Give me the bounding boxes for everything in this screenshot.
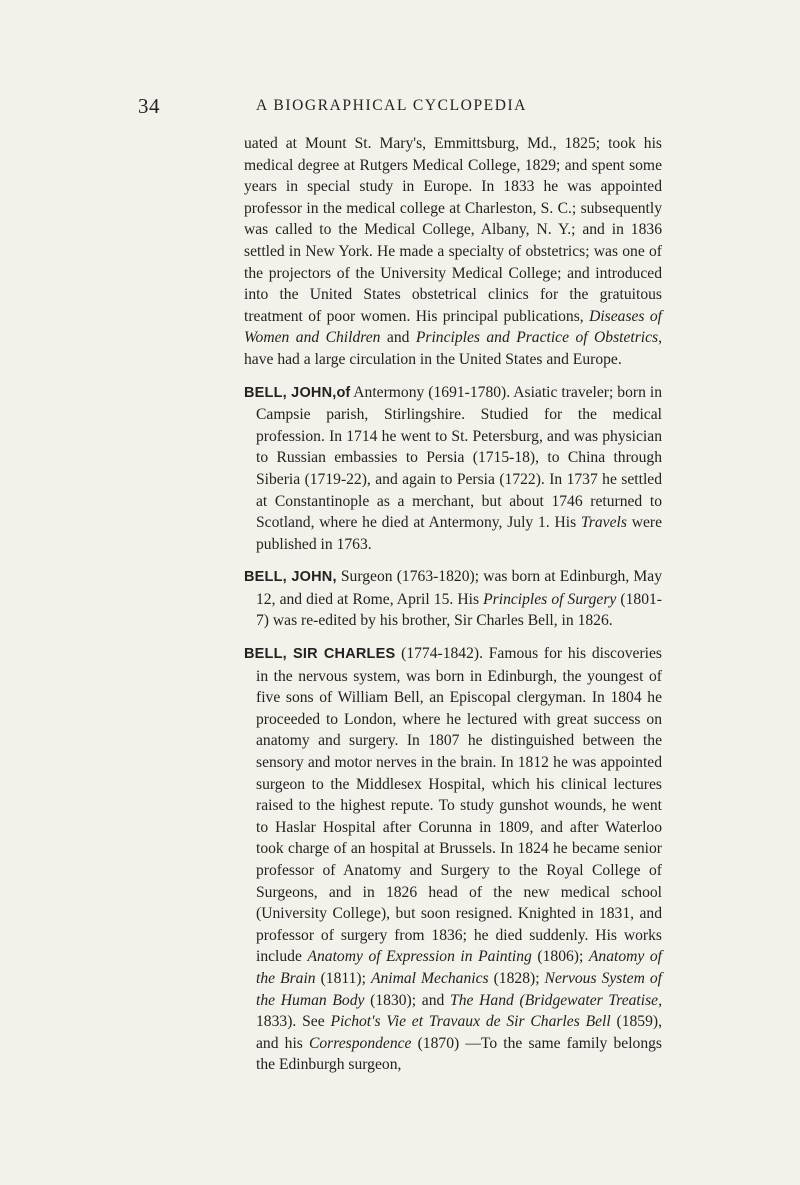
- entry-bell-john-surgeon: BELL, JOHN, Surgeon (1763-1820); was born at Edinburgh, May 12, and died at Rome, April 15. His Principles of Surgery (1801-7) was re-edited by his brother, Sir Charles Bell, in 1826.: [244, 568, 662, 630]
- continuation-paragraph: uated at Mount St. Mary's, Emmittsburg, Md., 1825; took his medical degree at Rutgers Medical College, 1829; and spent some years in special study in Europe. In 1833 he was appointed professor in the medical college at Charleston, S. C.; subsequently was called to the Medical College, Albany, N. Y.; and in 1836 settled in New York. He made a specialty of obstetrics; was one of the projectors of the University Medical College; and introduced into the United States obstetrical clinics for the gratuitous treatment of poor women. His principal publications, Diseases of Women and Children and Principles and Practice of Obstetrics, have had a large circulation in the United States and Europe.: [244, 135, 663, 368]
- entry-bell-john-antermony: BELL, JOHN,of Antermony (1691-1780). Asiatic traveler; born in Campsie parish, Stirlingshire. Studied for the medical profession. In 1714 he went to St. Petersburg, and was physician to Russian embassies to Persia (1715-18), to China through Siberia (1719-22), and again to Persia (1722). In 1737 he settled at Constantinople as a merchant, but about 1746 returned to Scotland, where he died at Antermony, July 1. His Travels were published in 1763.: [244, 383, 663, 553]
- entry-heading: BELL, SIR CHARLES: [244, 646, 396, 663]
- page-number: 34: [138, 94, 160, 118]
- running-head: A BIOGRAPHICAL CYCLOPEDIA: [256, 97, 528, 114]
- page-header: [0, 94, 800, 122]
- entry-heading: BELL, JOHN,: [244, 384, 337, 401]
- entry-bell-sir-charles: BELL, SIR CHARLES (1774-1842). Famous for his discoveries in the nervous system, was born in Edinburgh, the youngest of five sons of William Bell, an Episcopal clergyman. In 1804 he proceeded to London, where he lectured with great success on anatomy and surgery. In 1807 he distinguished between the sensory and motor nerves in the brain. In 1812 he was appointed surgeon to the Middlesex Hospital, which his clinical lectures raised to the highest repute. To study gunshot wounds, he went to Haslar Hospital after Corunna in 1809, and after Waterloo took charge of an hospital at Brussels. In 1824 he became senior professor of Anatomy and Surgery to the Royal College of Surgeons, and in 1826 head of the new medical school (University College), but soon resigned. Knighted in 1831, and professor of surgery from 1836; he died suddenly. His works include Anatomy of Expression in Painting (1806); Anatomy of the Brain (1811); Animal Mechanics (1828); Nervous System of the Human Body (1830); and The Hand (Bridgewater Treatise, 1833). See Pichot's Vie et Travaux de Sir Charles Bell (1859), and his Correspondence (1870) —To the same family belongs the Edinburgh surgeon,: [244, 645, 662, 1074]
- body-text: [244, 133, 662, 1076]
- entry-heading: BELL, JOHN,: [244, 569, 337, 586]
